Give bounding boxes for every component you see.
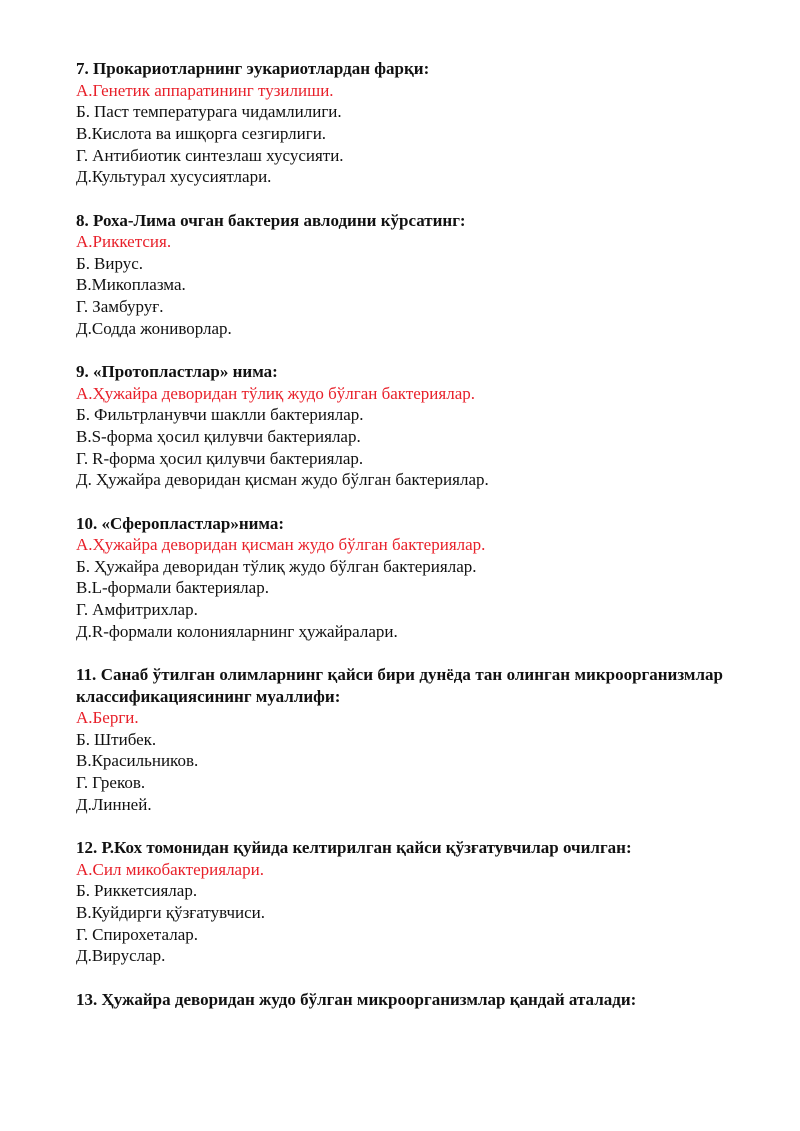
answer-option: В.S-форма ҳосил қилувчи бактериялар. xyxy=(76,426,361,446)
answer-option: Г. Амфитрихлар. xyxy=(76,600,198,620)
answer-option: В.Красильников. xyxy=(76,751,199,771)
answer-option: Д.Вируслар. xyxy=(76,946,166,966)
question-9 xyxy=(76,361,723,491)
answer-option: В.Кислота ва ишқорга сезгирлиги. xyxy=(76,123,327,143)
question-title: 7. Прокариотларнинг эукариотлардан фарқи: xyxy=(76,59,430,78)
answer-option: Б. Вирус. xyxy=(76,253,144,273)
answer-option: Г. Антибиотик синтезлаш хусусияти. xyxy=(76,145,344,165)
answer-option: Г. R-форма ҳосил қилувчи бактериялар. xyxy=(76,448,364,468)
question-8 xyxy=(76,210,723,340)
answer-option: Б. Фильтрланувчи шаклли бактериялар. xyxy=(76,405,364,425)
question-list xyxy=(76,58,723,1032)
question-title: 8. Роха-Лима очган бактерия авлодини кўрсатинг: xyxy=(76,210,466,230)
answer-option-correct: А.Ҳужайра деворидан қисман жудо бўлган бактериялар. xyxy=(76,535,486,555)
answer-option: Д.Содда жониворлар. xyxy=(76,318,232,338)
question-title: 9. «Протопластлар» нима: xyxy=(76,362,278,382)
answer-option: Д. Ҳужайра деворидан қисман жудо бўлган бактериялар. xyxy=(76,470,489,490)
answer-option: В.Микоплазма. xyxy=(76,275,186,295)
question-title: 10. «Сферопластлар»нима: xyxy=(76,513,285,533)
answer-option: Д.Культурал хусусиятлари. xyxy=(76,167,272,187)
answer-option: Д.Линней. xyxy=(76,794,152,814)
answer-option-correct: А.Сил микобактериялари. xyxy=(76,859,264,879)
question-11 xyxy=(76,664,723,816)
question-title: 12. Р.Кох томонидан қуйида келтирилган қайси қўзғатувчилар очилган: xyxy=(76,838,632,858)
answer-option: Б. Штибек. xyxy=(76,729,157,749)
question-12 xyxy=(76,837,723,967)
question-10 xyxy=(76,513,723,643)
answer-option-correct: А.Генетик аппаратининг тузилиши. xyxy=(76,80,334,100)
question-title: 11. Санаб ўтилган олимларнинг қайси бири дунёда тан олинган микроорганизмлар классификациясининг муаллифи: xyxy=(76,665,723,706)
answer-option: Б. Паст температурага чидамлилиги. xyxy=(76,102,342,122)
answer-option: Б. Ҳужайра деворидан тўлиқ жудо бўлган бактериялар. xyxy=(76,556,477,576)
answer-option: В.Куйдирги қўзғатувчиси. xyxy=(76,902,265,922)
answer-option: Г. Замбуруғ. xyxy=(76,297,164,317)
answer-option: Г. Спирохеталар. xyxy=(76,924,199,944)
answer-option: Д.R-формали колонияларнинг ҳужайралари. xyxy=(76,621,398,641)
answer-option: В.L-формали бактериялар. xyxy=(76,578,269,598)
answer-option-correct: А.Берги. xyxy=(76,708,139,728)
answer-option: Б. Риккетсиялар. xyxy=(76,881,198,901)
answer-option-correct: А.Ҳужайра деворидан тўлиқ жудо бўлган бактериялар. xyxy=(76,383,476,403)
question-13 xyxy=(76,989,723,1011)
answer-option-correct: А.Риккетсия. xyxy=(76,232,172,252)
question-7 xyxy=(76,58,723,188)
question-title: 13. Ҳужайра деворидан жудо бўлган микроорганизмлар қандай аталади: xyxy=(76,989,637,1009)
answer-option: Г. Греков. xyxy=(76,773,146,793)
